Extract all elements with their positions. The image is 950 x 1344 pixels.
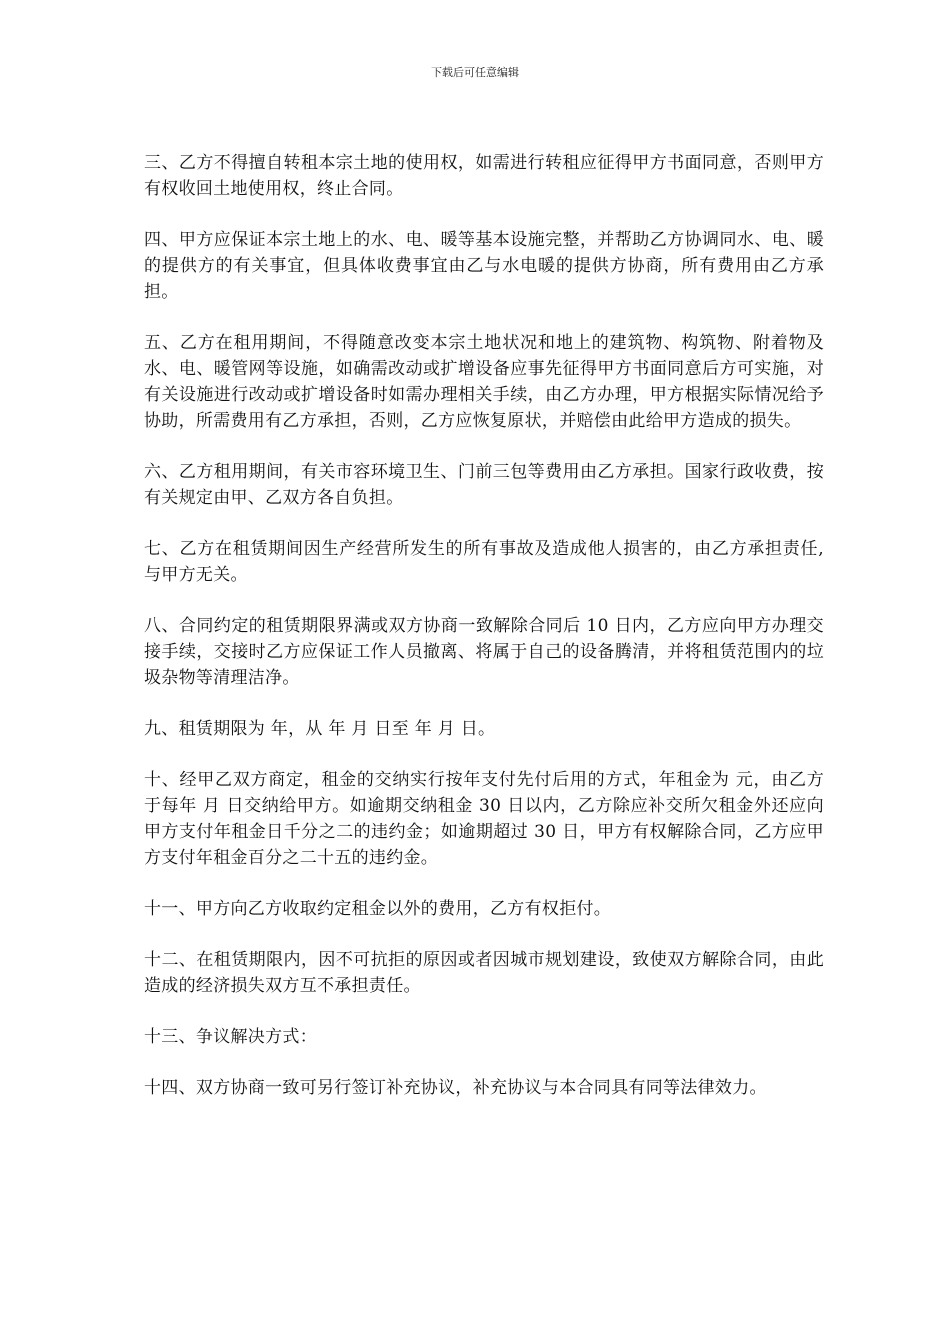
clause-11: 十一、甲方向乙方收取约定租金以外的费用，乙方有权拒付。 (144, 899, 612, 919)
clause-7: 七、乙方在租赁期间因生产经营所发生的所有事故及造成他人损害的，由乙方承担责任,与甲方无关。 (144, 539, 824, 585)
clause-14: 十四、双方协商一致可另行签订补充协议，补充协议与本合同具有同等法律效力。 (144, 1078, 767, 1098)
clause-12: 十二、在租赁期限内，因不可抗拒的原因或者因城市规划建设，致使双方解除合同，由此造成的经济损失双方互不承担责任。 (144, 950, 824, 996)
clause-3: 三、乙方不得擅自转租本宗土地的使用权，如需进行转租应征得甲方书面同意，否则甲方有权收回土地使用权，终止合同。 (144, 153, 824, 199)
clause-9: 九、租赁期限为 年，从 年 月 日至 年 月 日。 (144, 719, 496, 739)
contract-body (144, 150, 824, 1126)
clause-8: 八、合同约定的租赁期限界满或双方协商一致解除合同后 10 日内，乙方应向甲方办理交接手续，交接时乙方应保证工作人员撤离、将属于自己的设备腾清，并将租赁范围内的垃圾杂物等清理洁净。 (144, 616, 824, 688)
page-header: 下载后可任意编辑 (431, 66, 519, 79)
clause-5: 五、乙方在租用期间，不得随意改变本宗土地状况和地上的建筑物、构筑物、附着物及水、电、暖管网等设施，如确需改动或扩增设备应事先征得甲方书面同意后方可实施，对有关设施进行改动或扩增设备时如需办理相关手续，由乙方办理，甲方根据实际情况给予协助，所需费用有乙方承担，否则，乙方应恢复原状，并赔偿由此给甲方造成的损失。 (144, 333, 824, 431)
clause-4: 四、甲方应保证本宗土地上的水、电、暖等基本设施完整，并帮助乙方协调同水、电、暖的提供方的有关事宜，但具体收费事宜由乙与水电暖的提供方协商，所有费用由乙方承担。 (144, 230, 824, 302)
clause-13: 十三、争议解决方式： (144, 1027, 317, 1047)
clause-10: 十、经甲乙双方商定，租金的交纳实行按年支付先付后用的方式，年租金为 元，由乙方于每年 月 日交纳给甲方。如逾期交纳租金 30 日以内，乙方除应补交所欠租金外还应向甲方支付年租金日千分之二的违约金；如逾期超过 30 日，甲方有权解除合同，乙方应甲方支付年租金百分之二十五的违约金。 (144, 770, 824, 868)
clause-6: 六、乙方租用期间，有关市容环境卫生、门前三包等费用由乙方承担。国家行政收费，按有关规定由甲、乙双方各自负担。 (144, 462, 824, 508)
